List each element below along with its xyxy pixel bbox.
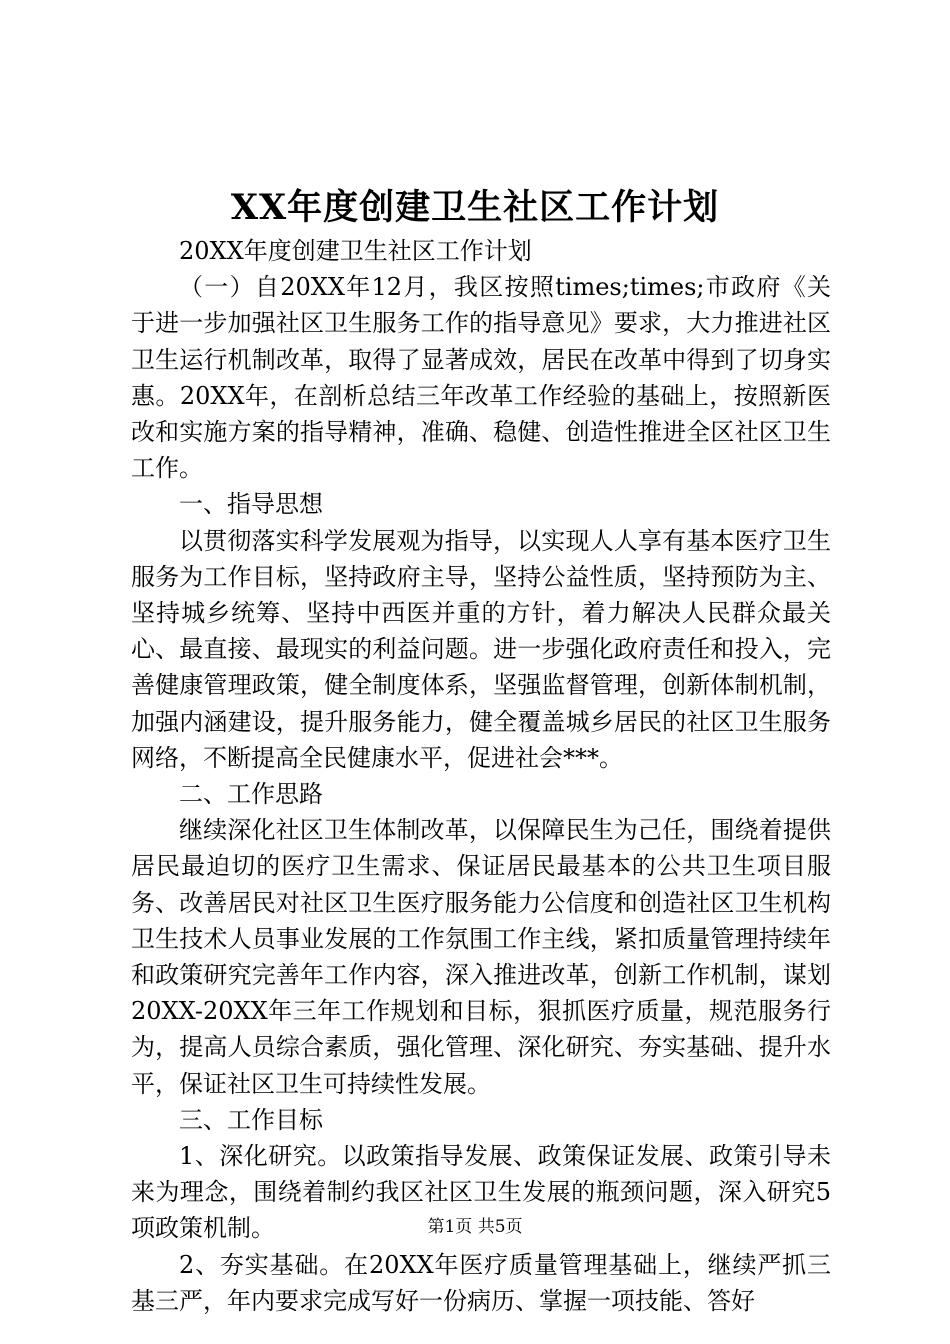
intro-paragraph: （一）自20XX年12月，我区按照times;times;市政府《关于进一步加强社区卫生服务工作的指导意见》要求，大力推进社区卫生运行机制改革，取得了显著成效，居民在改革中得到了切身实惠。20XX年，在剖析总结三年改革工作经验的基础上，按照新医改和实施方案的指导精神，准确、稳健、创造性推进全区社区卫生工作。 [131, 273, 831, 483]
work-approach-paragraph: 继续深化社区卫生体制改革，以保障民生为己任，围绕着提供居民最迫切的医疗卫生需求、保证居民最基本的公共卫生项目服务、改善居民对社区卫生医疗服务能力公信度和创造社区卫生机构卫生技术人员事业发展的工作氛围工作主线，紧扣质量管理持续年和政策研究完善年工作内容，深入推进改革，创新工作机制，谋划20XX-20XX年三年工作规划和目标，狠抓医疗质量，规范服务行为，提高人员综合素质，强化管理、深化研究、夯实基础、提升水平，保证社区卫生可持续性发展。 [131, 816, 831, 1098]
document-title: XX年度创建卫生社区工作计划 [230, 187, 720, 228]
section-heading-work-goals: 三、工作目标 [179, 1105, 323, 1134]
document-body [131, 233, 831, 1319]
goal-item-1-paragraph: 1、深化研究。以政策指导发展、政策保证发展、政策引导未来为理念，围绕着制约我区社区卫生发展的瓶颈问题，深入研究5项政策机制。 [131, 1142, 831, 1243]
page-footer: 第1页 共5页 [427, 1217, 523, 1237]
goal-item-2-paragraph: 2、夯实基础。在20XX年医疗质量管理基础上，继续严抓三基三严，年内要求完成写好一份病历、掌握一项技能、答好 [131, 1250, 831, 1315]
guiding-ideology-paragraph: 以贯彻落实科学发展观为指导，以实现人人享有基本医疗卫生服务为工作目标，坚持政府主导，坚持公益性质，坚持预防为主、坚持城乡统筹、坚持中西医并重的方针，着力解决人民群众最关心、最直接、最现实的利益问题。进一步强化政府责任和投入，完善健康管理政策，健全制度体系，坚强监督管理，创新体制机制，加强内涵建设，提升服务能力，健全覆盖城乡居民的社区卫生服务网络，不断提高全民健康水平，促进社会***。 [131, 526, 831, 772]
subtitle-paragraph: 20XX年度创建卫生社区工作计划 [179, 237, 532, 265]
section-heading-work-approach: 二、工作思路 [179, 780, 323, 809]
section-heading-guiding-ideology: 一、指导思想 [179, 490, 323, 519]
